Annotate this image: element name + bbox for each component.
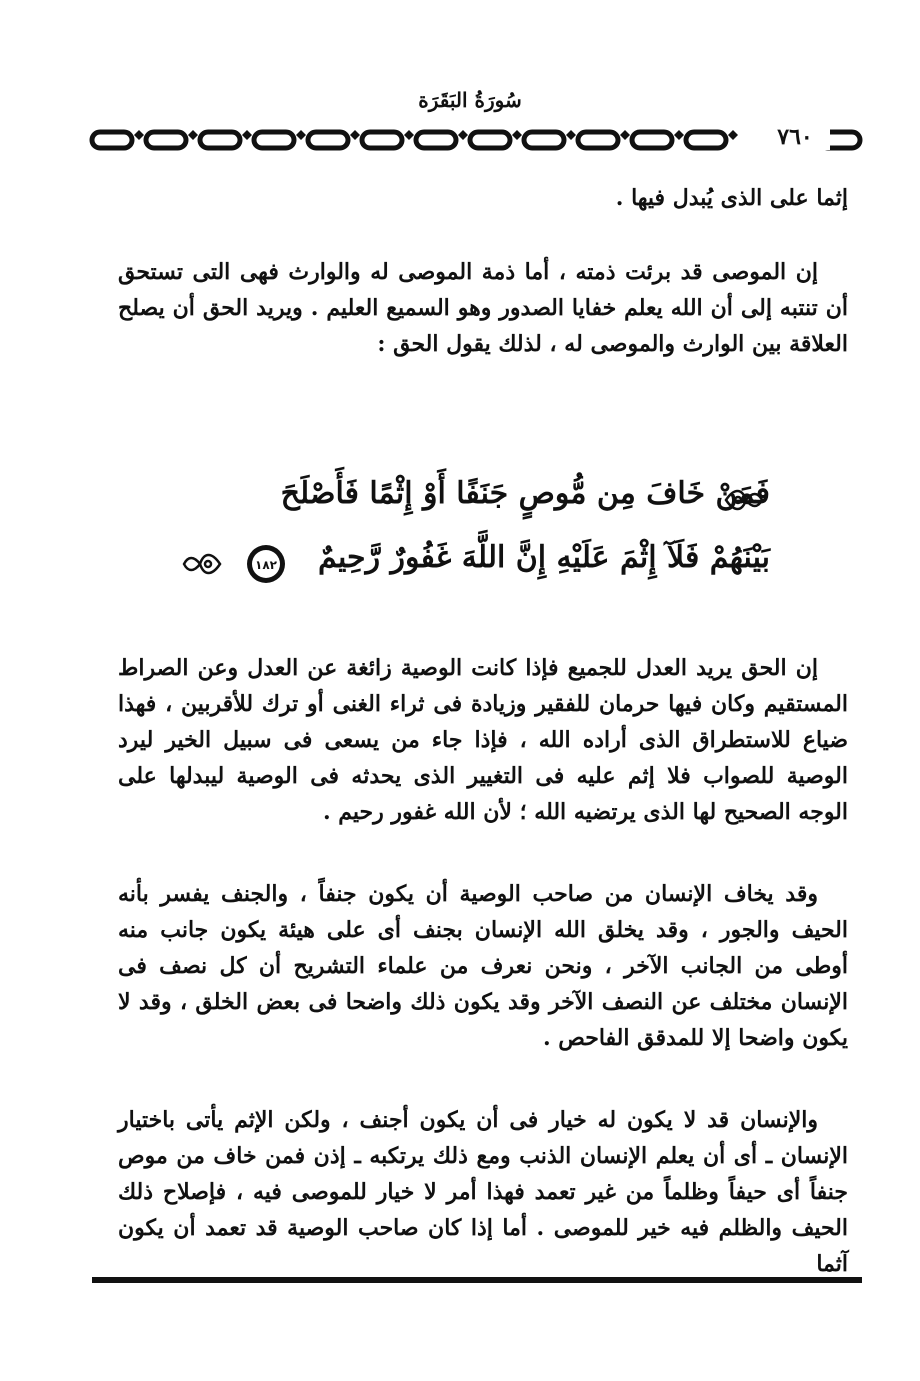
verse-close-ornament-icon <box>180 546 224 582</box>
paragraph-choice: والإنسان قد لا يكون له خيار فى أن يكون أجنف ، ولكن الإثم يأتى باختيار الإنسان ـ أى أن يعلم الإنسان الذنب ومع ذلك يرتكبه ـ إذن فمن خاف من موص جنفاً أى حيفاً وظلماً من غير تعمد فهذا أمر لا خيار للموصى فيه ، فإصلاح ذلك الحيف والظلم فيه خير للموصى . أما إذا كان صاحب الوصية قد تعمد أن يكون آثما <box>118 1107 848 1277</box>
ayah-number-text: ١٨٢ <box>255 558 277 572</box>
footer-rule <box>92 1276 862 1284</box>
verse-line-2: بَيْنَهُمْ فَلَآ إِثْمَ عَلَيْهِ إِنَّ اللَّهَ غَفُورٌ رَّحِيمٌ <box>318 540 770 575</box>
paragraph-intro: إن الموصى قد برئت ذمته ، أما ذمة الموصى له والوارث فهى التى تستحق أن تنتبه إلى أن الله يعلم خفايا الصدور وهو السميع العليم . ويريد الحق أن يصلح العلاقة بين الوارث والموصى له ، لذلك يقول الحق : <box>118 259 848 357</box>
verse-line-1: فَمَنْ خَافَ مِن مُّوصٍ جَنَفًا أَوْ إِثْمًا فَأَصْلَحَ <box>280 476 770 511</box>
surah-title: سُورَةُ البَقَرَة <box>418 88 522 112</box>
page-number: ٧٦٠ <box>760 124 830 150</box>
paragraph-justice: إن الحق يريد العدل للجميع فإذا كانت الوصية زائغة عن العدل وعن الصراط المستقيم وكان فيها حرمان للفقير وزيادة فى ثراء الغنى أو ترك للأقربين ، فهذا ضياع للاستطراق الذى أراده الله ، فإذا جاء من يسعى فى سبيل الخير ليرد الوصية للصواب فلا إثم عليه فى التغيير الذى يحدثه فى الوصية ليبدلها على الوجه الصحيح لها الذى يرتضيه الله ؛ لأن الله غفور رحيم . <box>118 655 848 825</box>
header-chain-border <box>86 122 866 158</box>
paragraph-continuation: إثما على الذى يُبدل فيها . <box>615 185 848 211</box>
paragraph-janaf: وقد يخاف الإنسان من صاحب الوصية أن يكون جنفاً ، والجنف يفسر بأنه الحيف والجور ، وقد يخلق الله الإنسان بجنف أى على هيئة يكون جانب منه أوطى من الجانب الآخر ، ونحن نعرف من علماء التشريح أن كل نصف فى الإنسان مختلف عن النصف الآخر وقد يكون ذلك واضحا فى بعض الخلق ، وقد لا يكون واضحا إلا للمدقق الفاحص . <box>118 881 849 1051</box>
ayah-number-marker <box>244 542 288 586</box>
